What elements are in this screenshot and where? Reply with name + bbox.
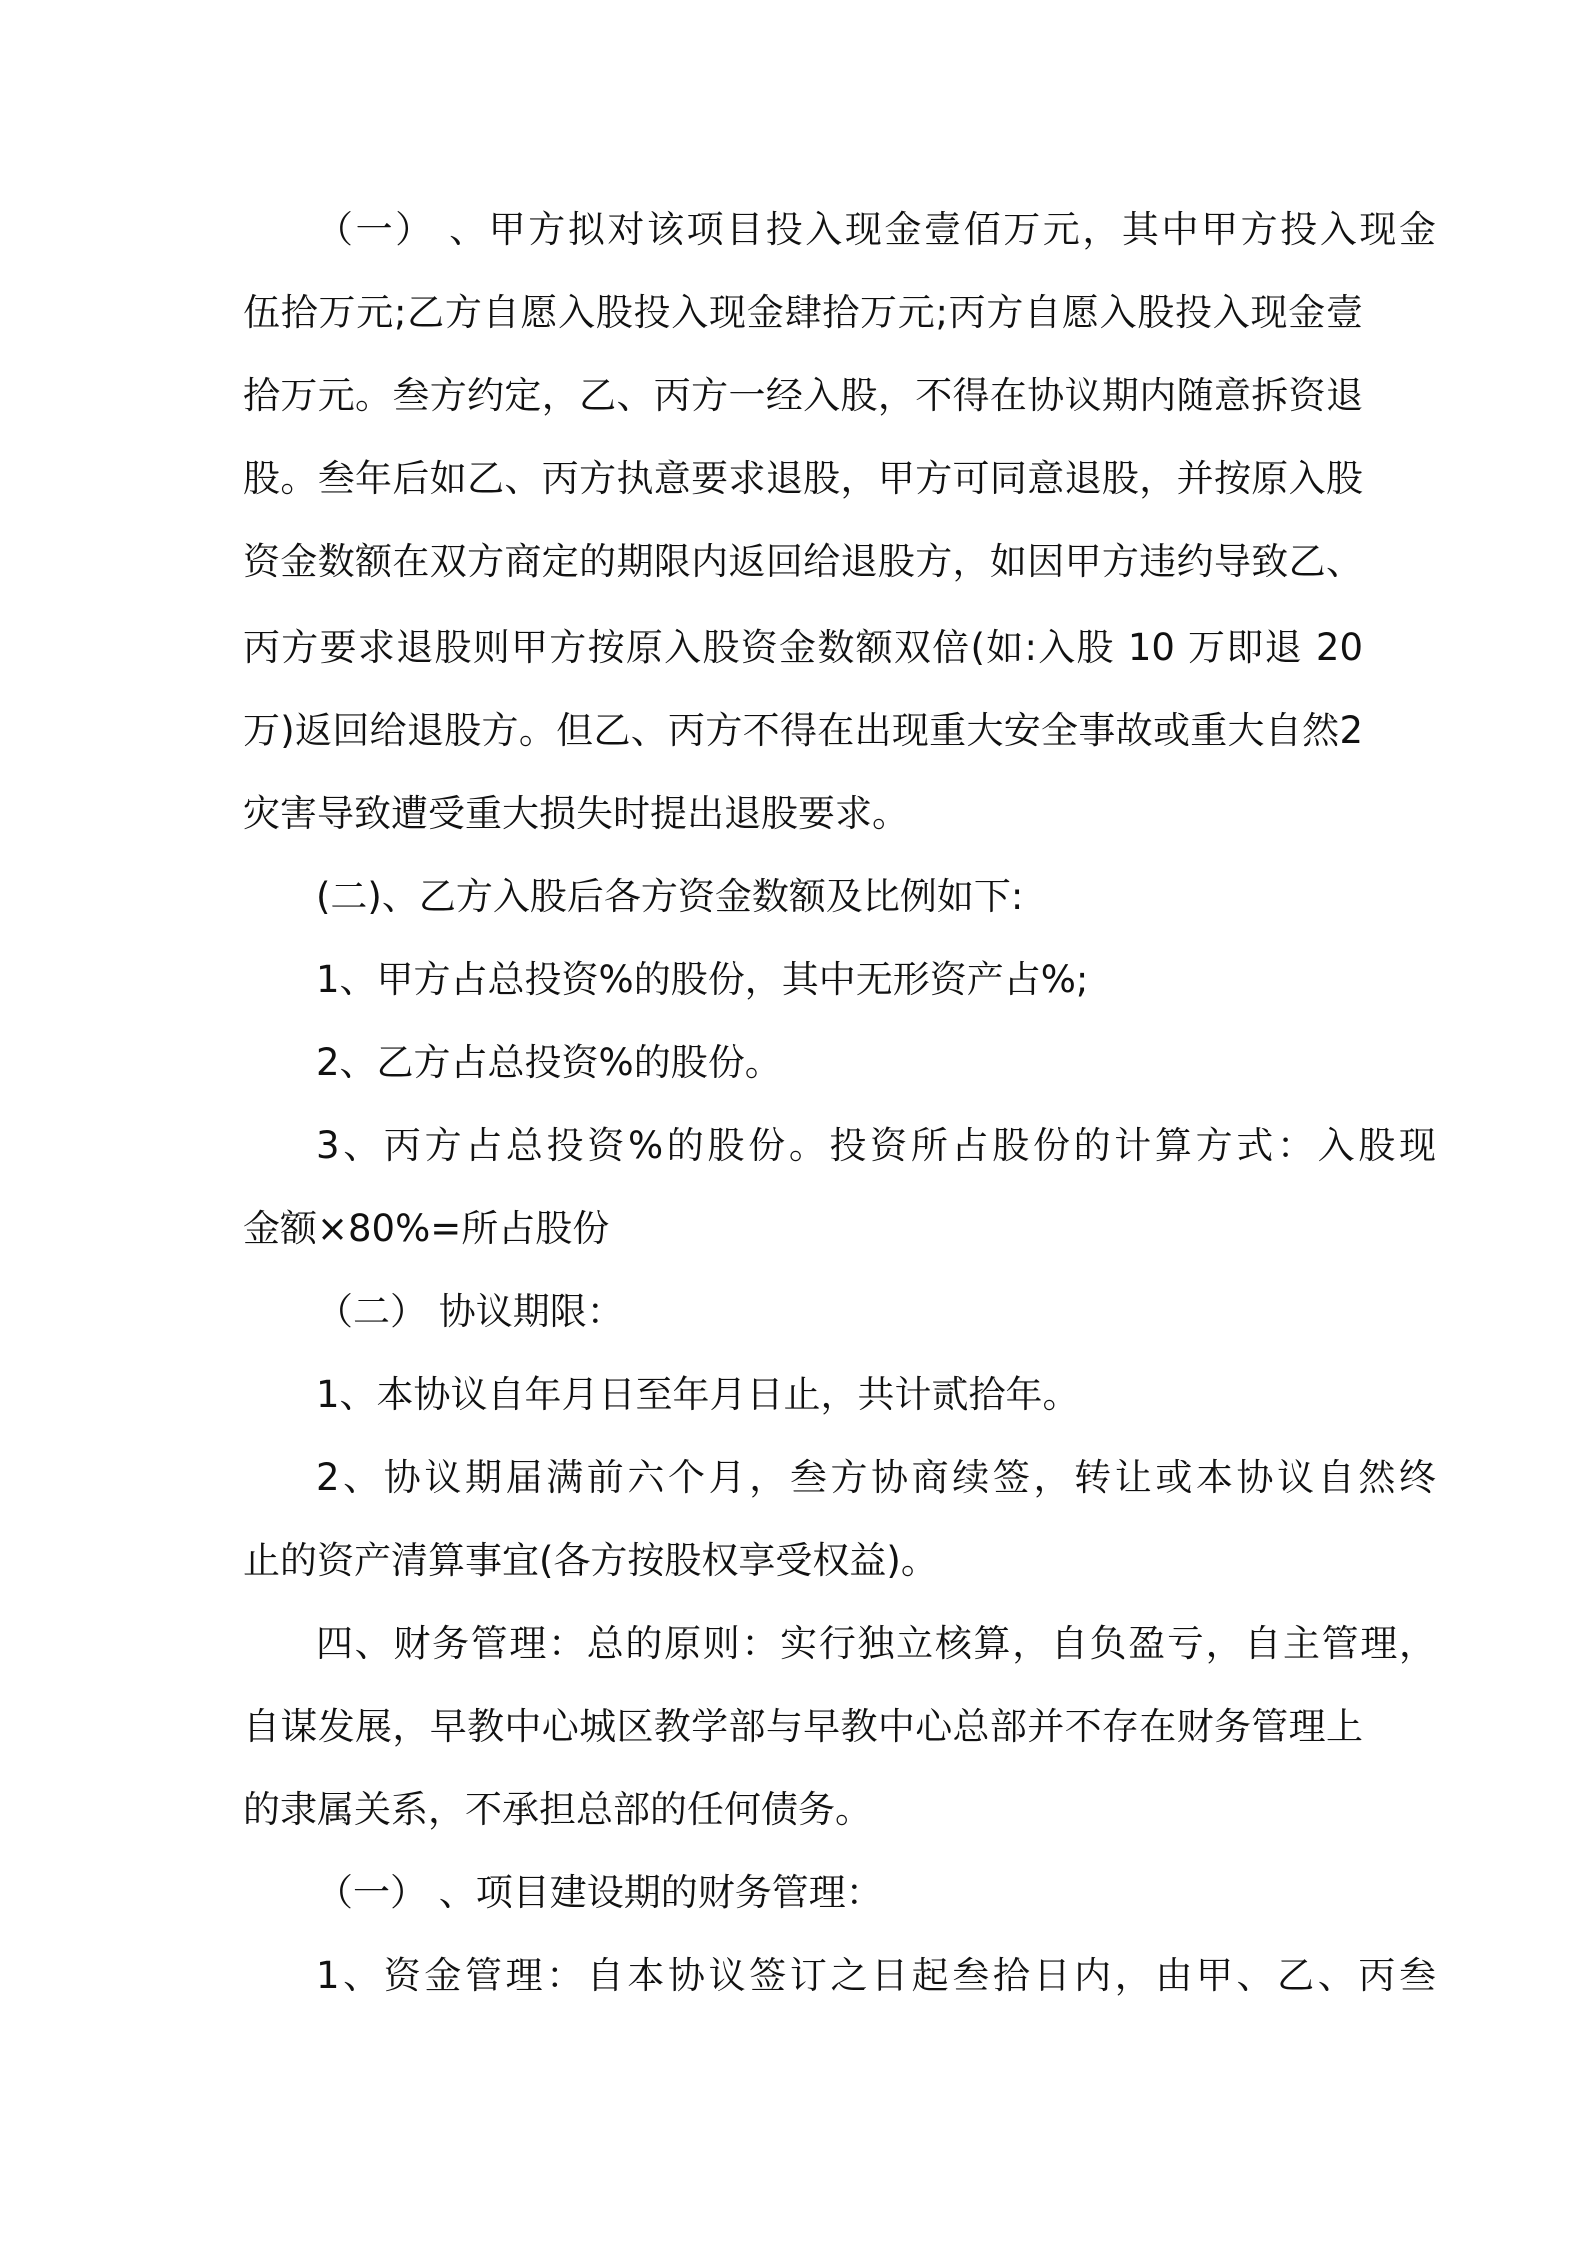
paragraph-line: 四、财务管理：总的原则：实行独立核算，自负盈亏，自主管理， [316, 1622, 1436, 1665]
paragraph-line: 2、乙方占总投资%的股份。 [316, 1041, 782, 1084]
paragraph-line: 万)返回给退股方。但乙、丙方不得在出现重大安全事故或重大自然2 [243, 709, 1363, 752]
paragraph-line: （二） 协议期限： [316, 1290, 624, 1333]
paragraph-line: 拾万元。叁方约定，乙、丙方一经入股，不得在协议期内随意拆资退 [243, 374, 1363, 417]
paragraph-line: （一） 、项目建设期的财务管理： [316, 1871, 883, 1914]
paragraph-line: （一） 、甲方拟对该项目投入现金壹佰万元，其中甲方投入现金 [316, 208, 1436, 251]
paragraph-line: 丙方要求退股则甲方按原入股资金数额双倍(如:入股 10 万即退 20 [243, 626, 1363, 669]
paragraph-line: 止的资产清算事宜(各方按股权享受权益)。 [243, 1539, 938, 1582]
paragraph-line: 自谋发展，早教中心城区教学部与早教中心总部并不存在财务管理上 [243, 1705, 1363, 1748]
paragraph-line: 股。叁年后如乙、丙方执意要求退股，甲方可同意退股，并按原入股 [243, 457, 1363, 500]
paragraph-line: 1、资金管理：自本协议签订之日起叁拾日内，由甲、乙、丙叁 [316, 1954, 1436, 1997]
paragraph-line: 资金数额在双方商定的期限内返回给退股方，如因甲方违约导致乙、 [243, 540, 1363, 583]
paragraph-line: 金额×80%=所占股份 [243, 1207, 610, 1250]
paragraph-line: 1、甲方占总投资%的股份，其中无形资产占%; [316, 958, 1089, 1001]
paragraph-line: 伍拾万元;乙方自愿入股投入现金肆拾万元;丙方自愿入股投入现金壹 [243, 291, 1363, 334]
paragraph-line: (二)、乙方入股后各方资金数额及比例如下: [316, 875, 1024, 918]
paragraph-line: 2、协议期届满前六个月，叁方协商续签，转让或本协议自然终 [316, 1456, 1436, 1499]
paragraph-line: 3、丙方占总投资%的股份。投资所占股份的计算方式：入股现 [316, 1124, 1436, 1167]
paragraph-line: 1、本协议自年月日至年月日止，共计贰拾年。 [316, 1373, 1080, 1416]
paragraph-line: 的隶属关系，不承担总部的任何债务。 [243, 1788, 872, 1831]
paragraph-line: 灾害导致遭受重大损失时提出退股要求。 [243, 792, 909, 835]
